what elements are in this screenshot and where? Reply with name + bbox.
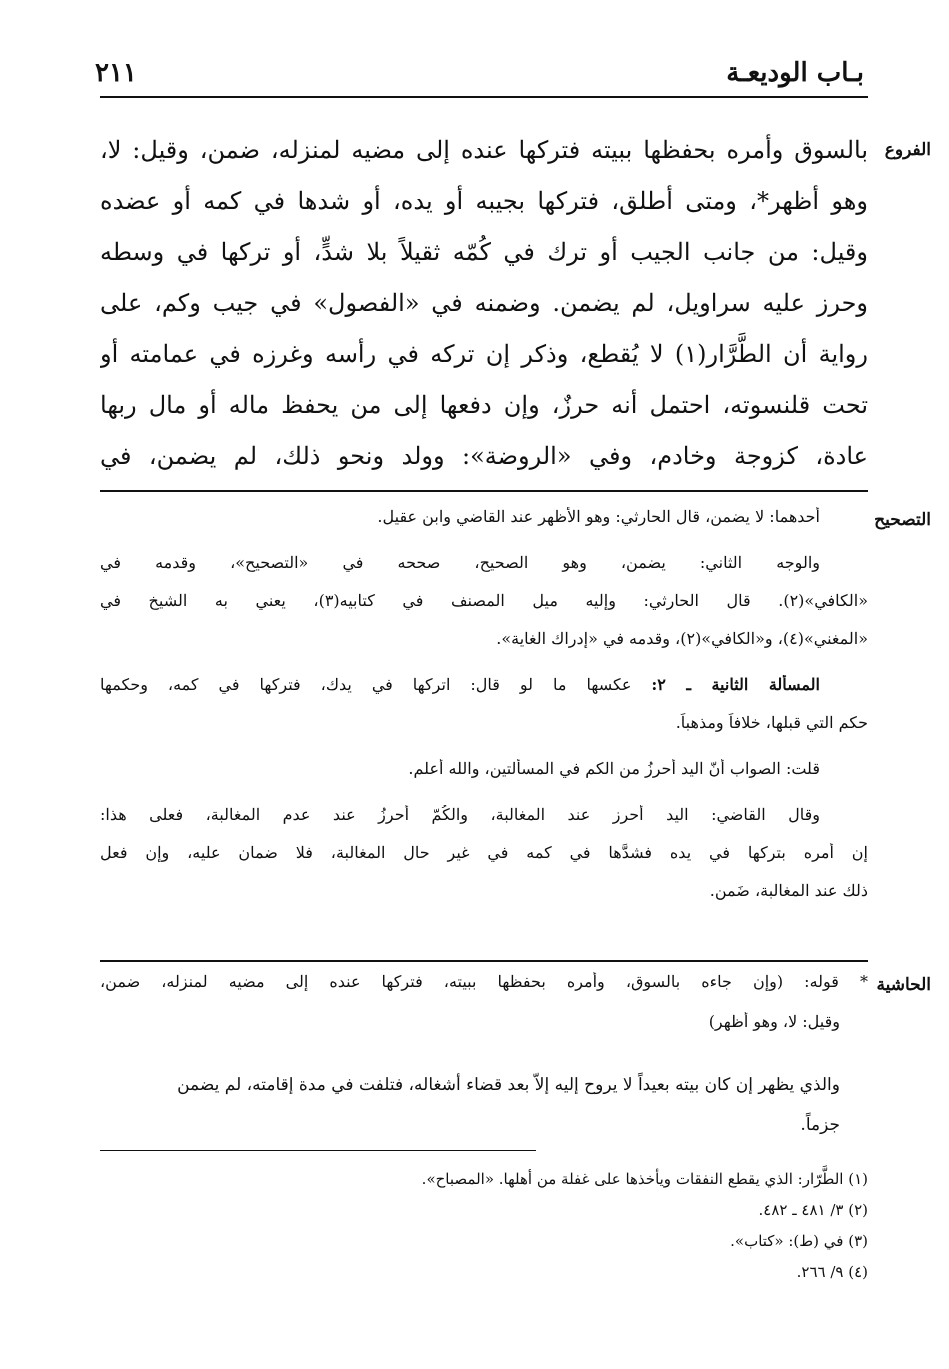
hashiya-quote-line: وقيل: لا، وهو أظهر) [708,1012,840,1031]
furu-line: عادة، كزوجة وخادم، وفي «الروضة»: وولد ونحو ذلك، لم يضمن، في [100,442,868,470]
side-label-furu: الفروع [884,140,931,160]
hashiya-quote-line: * قوله: (وإن جاءه بالسوق، وأمره بحفظها ببيته، فتركها عنده إلى مضيه لمنزله، ضمن، [100,972,868,991]
hashiya-body-block [100,1065,868,1145]
tashih-paragraph-3-line: حكم التي قبلها، خلافاً ومذهباً. [675,713,868,732]
tashih-paragraph-5-line: وقال القاضي: اليد أحرز عند المغالبة، والكُمّ أحرزُ عند عدم المغالبة، فعلى هذا: [100,805,820,824]
chapter-title: بـاب الوديعـة [726,58,864,88]
furu-line: وحرز عليه سراويل، لم يضمن. وضمنه في «الفصول» في جيب وكم، على [100,289,868,317]
furu-line: بالسوق وأمره بحفظها ببيته فتركها عنده إلى مضيه لمنزله، ضمن، وقيل: لا، [100,136,868,164]
furu-text-block [100,125,868,482]
tashih-paragraph-2-line: والوجه الثاني: يضمن، وهو الصحيح، صححه في «التصحيح»، وقدمه في [100,553,820,572]
section-divider-furu [100,490,868,492]
side-label-tashih: التصحيح [874,510,931,530]
side-label-hashiya: الحاشية [876,975,931,995]
footnote-item: (١) الطَّرّار: الذي يقطع النفقات ويأخذها على غفلة من أهلها. «المصباح». [421,1170,868,1188]
section-divider-tashih [100,960,868,962]
footnote-item: (٤) ٩/ ٢٦٦. [796,1263,868,1281]
footnote-rule [100,1150,536,1151]
page-number: ٢١١ [95,58,137,88]
footnote-item: (٢) ٣/ ٤٨١ ـ ٤٨٢. [758,1201,868,1219]
tashih-paragraph-5-line: إن أمره بتركها في يده فشدَّها في كمه في غير حال المغالبة، فلا ضمان عليه، وإن فعل [100,843,868,862]
furu-line: تحت قلنسوته، احتمل أنه حرزٌ، وإن دفعها إلى من يحفظ ماله أو مال ربها [100,391,868,419]
footnotes-block [100,1164,868,1288]
issue-heading: المسألة الثانية ـ ٢: [651,675,821,694]
hashiya-body-line: جزماً. [800,1115,840,1135]
hashiya-body-line: والذي يظهر إن كان بيته بعيداً لا يروح إليه إلاّ بعد قضاء أشغاله، فتلفت في مدة إقامته، لم يضمن [177,1075,840,1095]
tashih-text-block [100,507,868,919]
tashih-paragraph-4: قلت: الصواب أنّ اليد أحرزُ من الكم في المسألتين، والله أعلم. [408,759,820,778]
tashih-paragraph-1: أحدهما: لا يضمن، قال الحارثي: وهو الأظهر عند القاضي وابن عقيل. [377,507,820,526]
tashih-paragraph-2-line: «المغني»(٤)، و«الكافي»(٢)، وقدمه في «إدراك الغاية». [496,629,868,648]
hashiya-quote-block [100,972,868,1052]
furu-line: وقيل: من جانب الجيب أو ترك في كُمّه ثقيلاً بلا شدٍّ، أو تركها في وسطه [100,238,868,266]
tashih-paragraph-2-line: «الكافي»(٢). قال الحارثي: وإليه ميل المصنف في كتابيه(٣)، يعني به الشيخ في [100,591,868,610]
footnote-item: (٣) في (ط): «كتاب». [730,1232,868,1250]
tashih-paragraph-3-line: المسألة الثانية ـ ٢: عكسها ما لو قال: اتركها في يدك، فتركها في كمه، وحكمها [100,675,821,694]
header-rule [100,96,868,98]
furu-line: وهو أظهر*، ومتى أطلق، فتركها بجيبه أو يده، أو شدها في كمه أو عضده [100,187,868,215]
furu-line: رواية أن الطَّرَّار(١) لا يُقطع، وذكر إن تركه في رأسه وغرزه في عمامته أو [100,340,868,368]
tashih-paragraph-5-line: ذلك عند المغالبة، ضَمن. [709,881,868,900]
